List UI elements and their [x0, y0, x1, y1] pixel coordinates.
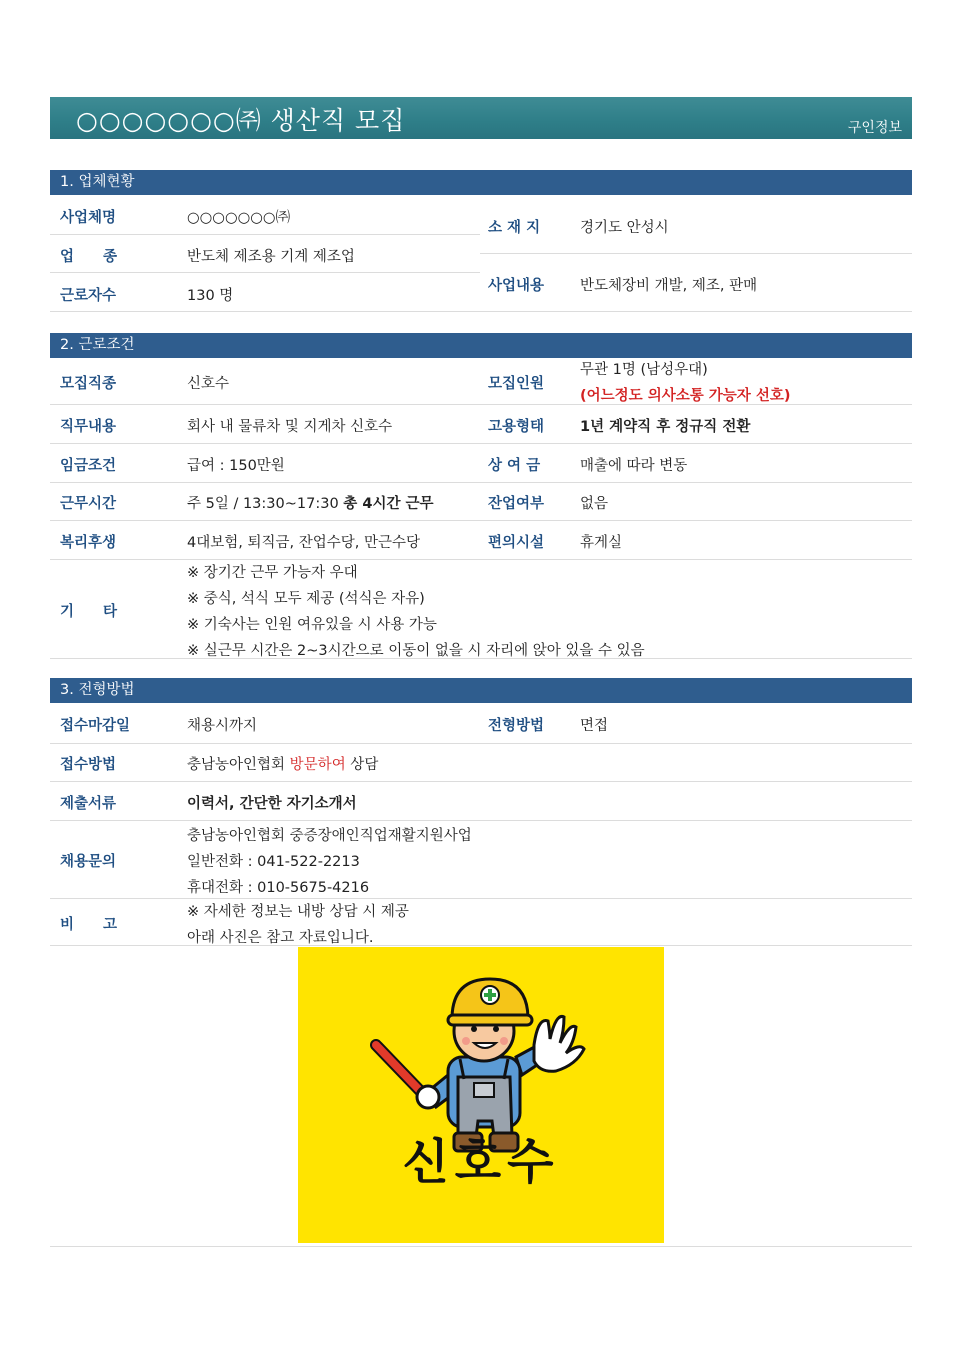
bonus-value: 매출에 따라 변동 — [580, 458, 688, 474]
etc-label: 기 타 — [60, 604, 118, 620]
hours-value — [187, 492, 434, 513]
apply-visit: 방문하여 — [289, 757, 346, 773]
headcount-value: 무관 1명 (남성우대) — [580, 362, 708, 378]
industry-label: 업 종 — [60, 249, 118, 265]
documents-label: 제출서류 — [60, 796, 117, 812]
employment-label: 고용형태 — [488, 419, 545, 435]
etc-line: ※ 실근무 시간은 2~3시간으로 이동이 없을 시 자리에 앉아 있을 수 있음 — [187, 643, 645, 659]
inquiry-org: 충남농아인협회 중증장애인직업재활지원사업 — [187, 828, 472, 844]
welfare-label: 복리후생 — [60, 535, 117, 551]
remark-label: 비 고 — [60, 917, 118, 933]
divider — [50, 898, 912, 899]
location-value: 경기도 안성시 — [580, 220, 669, 236]
divider — [50, 404, 912, 405]
divider — [50, 781, 912, 782]
etc-line: ※ 장기간 근무 가능자 우대 — [187, 565, 358, 581]
hours-total: 총 4시간 근무 — [343, 496, 434, 512]
signal-worker-illustration — [298, 947, 664, 1243]
job-value: 신호수 — [187, 376, 230, 392]
company-name-label: 사업체명 — [60, 210, 117, 226]
divider — [50, 443, 912, 444]
page-title: ○○○○○○○㈜ 생산직 모집 — [76, 106, 406, 135]
illustration-caption: 신호수 — [402, 1134, 560, 1190]
method-label: 전형방법 — [488, 718, 545, 734]
inquiry-label: 채용문의 — [60, 854, 117, 870]
etc-line: ※ 기숙사는 인원 여유있을 시 사용 가능 — [187, 617, 437, 633]
header-banner — [50, 97, 912, 139]
facility-label: 편의시설 — [488, 535, 545, 551]
remark-line: 아래 사진은 참고 자료입니다. — [187, 930, 374, 946]
wage-label: 임금조건 — [60, 458, 117, 474]
job-label: 모집직종 — [60, 376, 117, 392]
divider — [50, 743, 912, 744]
headcount-label: 모집인원 — [488, 376, 545, 392]
industry-value: 반도체 제조용 기계 제조업 — [187, 249, 355, 265]
remark-line: ※ 자세한 정보는 내방 상담 시 제공 — [187, 904, 409, 920]
duty-value: 회사 내 물류차 및 지게차 신호수 — [187, 419, 393, 435]
divider — [50, 272, 480, 273]
deadline-value: 채용시까지 — [187, 718, 258, 734]
section-heading-selection: 3. 전형방법 — [50, 678, 912, 703]
worker-icon — [298, 947, 664, 1243]
divider — [50, 482, 912, 483]
divider — [50, 520, 912, 521]
divider — [50, 945, 912, 946]
company-name-value: ○○○○○○○㈜ — [187, 210, 291, 226]
deadline-label: 접수마감일 — [60, 718, 131, 734]
documents-value: 이력서, 간단한 자기소개서 — [187, 796, 357, 812]
apply-consult: 상담 — [345, 757, 379, 773]
overtime-value: 없음 — [580, 496, 609, 512]
divider — [50, 820, 912, 821]
divider — [480, 253, 912, 254]
workers-label: 근로자수 — [60, 288, 117, 304]
business-value: 반도체장비 개발, 제조, 판매 — [580, 278, 758, 294]
inquiry-phone: 일반전화 : 041-522-2213 — [187, 854, 360, 870]
facility-value: 휴게실 — [580, 535, 623, 551]
helmet-icon — [448, 979, 532, 1025]
business-label: 사업내용 — [488, 278, 545, 294]
divider — [50, 234, 480, 235]
hours-label: 근무시간 — [60, 496, 117, 512]
workers-value: 130 명 — [187, 288, 234, 304]
overtime-label: 잔업여부 — [488, 496, 545, 512]
bonus-label: 상 여 금 — [488, 458, 541, 474]
divider — [50, 311, 912, 312]
page-subtitle: 구인정보 — [847, 120, 902, 136]
section-heading-conditions: 2. 근로조건 — [50, 333, 912, 358]
hours-schedule: 주 5일 / 13:30~17:30 — [187, 496, 344, 512]
headcount-note: (어느정도 의사소통 가능자 선호) — [580, 388, 791, 404]
divider — [50, 1246, 912, 1247]
divider — [50, 658, 912, 659]
apply-org: 충남농아인협회 — [187, 757, 290, 773]
inquiry-mobile: 휴대전화 : 010-5675-4216 — [187, 880, 370, 896]
etc-line: ※ 중식, 석식 모두 제공 (석식은 자유) — [187, 591, 425, 607]
apply-value — [187, 753, 378, 774]
welfare-value: 4대보험, 퇴직금, 잔업수당, 만근수당 — [187, 535, 420, 551]
location-label: 소 재 지 — [488, 220, 541, 236]
wage-value: 급여 : 150만원 — [187, 458, 285, 474]
divider — [50, 559, 912, 560]
section-heading-company: 1. 업체현황 — [50, 170, 912, 195]
duty-label: 직무내용 — [60, 419, 117, 435]
apply-label: 접수방법 — [60, 757, 117, 773]
method-value: 면접 — [580, 718, 609, 734]
employment-value: 1년 계약직 후 정규직 전환 — [580, 419, 751, 435]
